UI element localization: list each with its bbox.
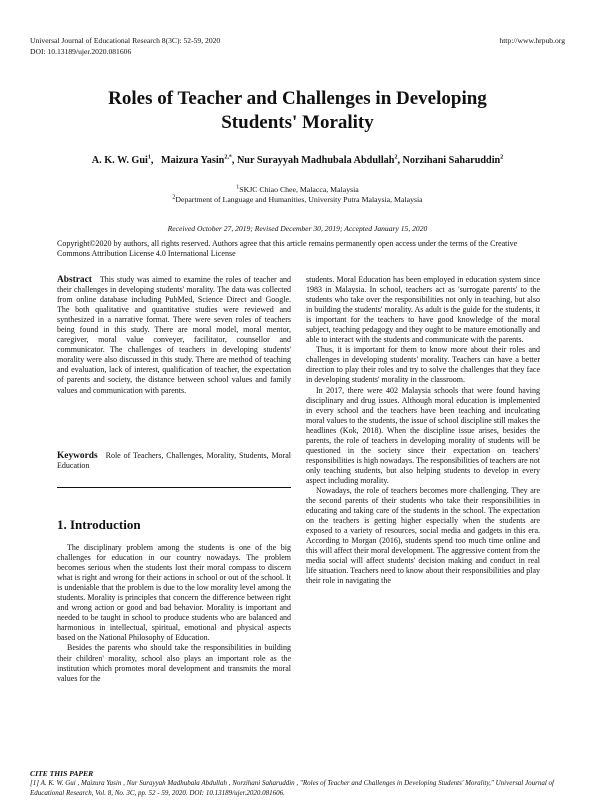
- paper-title: [40, 87, 555, 135]
- paragraph: Nowadays, the role of teachers becomes more challenging. They are the second parents of their students who take their responsibilities in educating and taking care of the students in the school. The expectation on the teachers is getting higher especially when the students are exposed to a variety of resources, social media and gadgets in this era. According to Morgan (2016), students spend too much time online and this will affect their moral development. The aggressive content from the media social will affect students' decision making and conduct in real life situation. Teachers need to know about their responsibilities and play their role in navigating the: [306, 485, 540, 586]
- abstract-block: [57, 275, 291, 396]
- keywords-label: Keywords: [57, 451, 98, 461]
- paragraph: In 2017, there were 402 Malaysia schools that were found having disciplinary and drug issues. Although moral education is implemented in every school and the teachers have been teaching and inculcating moral values to the students, the issue of school discipline still makes the headlines (Kok, 2018). When the discipline issue arises, besides the parents, the role of teachers in developing morality of students will be questioned in the society since their expectation on teachers' responsibilities is high nowadays. The responsibilities of teachers are not only teaching students, but also helping students to develop in every aspect including morality.: [306, 385, 540, 485]
- paragraph: students. Moral Education has been employed in education system since 1983 in Malaysia. In school, teachers act as 'surrogate parents' to the students who take over the responsibilities not only in teaching, but also in building the students' morality. As adult is the guide for the students, it is important for the teachers to have good knowledge of the moral subject, teaching pedagogy and they ought to be mature emotionally and able to interact with the students and communicate with the parents.: [306, 275, 541, 345]
- affiliation-text: Department of Language and Humanities, University Putra Malaysia, Malaysia: [175, 195, 423, 204]
- author-sup: 1: [147, 154, 151, 161]
- author-2: [161, 155, 232, 166]
- author-name: Norzihani Saharuddin: [402, 155, 501, 166]
- affiliation-sup: 2: [172, 194, 176, 201]
- affiliation-2: [40, 195, 555, 205]
- title-line-2: Students' Morality: [221, 112, 374, 133]
- author-sup: 2: [500, 154, 504, 161]
- author-3: [237, 155, 398, 166]
- author-name: Nur Surayyah Madhubala Abdullah: [236, 155, 395, 166]
- affiliation-sup: 1: [236, 184, 240, 191]
- received-dates: Received October 27, 2019; Revised December 30, 2019; Accepted January 15, 2020: [167, 224, 428, 233]
- paragraph: The disciplinary problem among the students is one of the big challenges for education in our country nowadays. The problem becomes serious when the students lost their moral compass to discern what is right and wrong for their actions in school or out of the school. It is undeniable that the problem is due to the low morality level among the students. Morality is principles that concern the difference between right and wrong action or good and bad behavior. Morality is important and needed to be taught in school to produce students who are balanced and harmonious in intellectual, spiritual, emotional and physical aspects based on the National Philosophy of Education.: [57, 543, 291, 643]
- keywords-block: [57, 451, 291, 471]
- author-1: [92, 155, 151, 166]
- author-list: A. K. W. Gui$^1$, Maizura Yasin$^{2,*}$, Nur Surayyah Madhubala Abdullah$^2$, Norzihani Saharuddin$^2$: [91, 154, 504, 166]
- right-column-text: [306, 275, 540, 586]
- journal-line: Universal Journal of Educational Research 8(3C): 52-59, 2020: [30, 36, 221, 45]
- affiliation-text: SKJC Chiao Chee, Malacca, Malaysia: [239, 185, 359, 194]
- author-4: [403, 155, 504, 166]
- title-line-1: Roles of Teacher and Challenges in Developing: [108, 88, 487, 109]
- journal-url[interactable]: http://www.hrpub.org: [499, 36, 565, 45]
- abstract-label: Abstract: [57, 275, 92, 285]
- cite-heading: CITE THIS PAPER: [30, 769, 94, 778]
- doi-line: DOI: 10.13189/ujer.2020.081606: [30, 47, 132, 56]
- author-name: Maizura Yasin: [161, 155, 225, 166]
- paragraph: Besides the parents who should take the responsibilities in building their children' morality, school also plays an important role as the institution which promotes moral development and transmits the moral values for the: [57, 643, 291, 683]
- author-sup: 2: [394, 154, 398, 161]
- author-sup: 2,*: [224, 154, 232, 161]
- abstract-text: This study was aimed to examine the roles of teacher and their challenges in developing students' morality. The data was collected from online database including PubMed, Science Direct and Google. The both qualitative and quantitative studies were reviewed and synthesized in a narrative format. There were seven roles of teachers being found in this study. There are moral model, moral mentor, caregiver, moral value conveyer, facilitator, counsellor and communicator. The challenges of teachers in developing students' morality were also discussed in this study. There are method of teaching and evaluation, lack of interest, qualification of teacher, the expectation of parents and society, the distance between school values and family values and communication with parents.: [57, 275, 291, 395]
- paragraph: Thus, it is important for them to know more about their roles and challenges in developing students' morality. Teachers can have a better direction to play their roles and try to solve the challenges that they face in developing students' morality in the classroom.: [306, 345, 540, 385]
- cite-text: [1] A. K. W. Gui , Maizura Yasin , Nur Surayyah Madhubala Abdullah , Norzihani Saharuddin , "Roles of Teacher and Challenges in Developing Students' Morality," Universal Journal of Educational Research, Vol. 8, No. 3C, pp. 52 - 59, 2020. DOI: 10.13189/ujer.2020.081606.: [30, 779, 554, 797]
- section-divider: [57, 487, 291, 488]
- copyright-notice: Copyright©2020 by authors, all rights reserved. Authors agree that this article remains permanently open access under the terms of the Creative Commons Attribution License 4.0 International License: [57, 239, 518, 258]
- intro-text: [57, 543, 291, 684]
- affiliation-1: [40, 185, 555, 195]
- section-heading-introduction: 1. Introduction: [57, 517, 141, 532]
- author-name: A. K. W. Gui: [91, 155, 148, 166]
- keywords-text: Role of Teachers, Challenges, Morality, Students, Moral Education: [57, 451, 291, 471]
